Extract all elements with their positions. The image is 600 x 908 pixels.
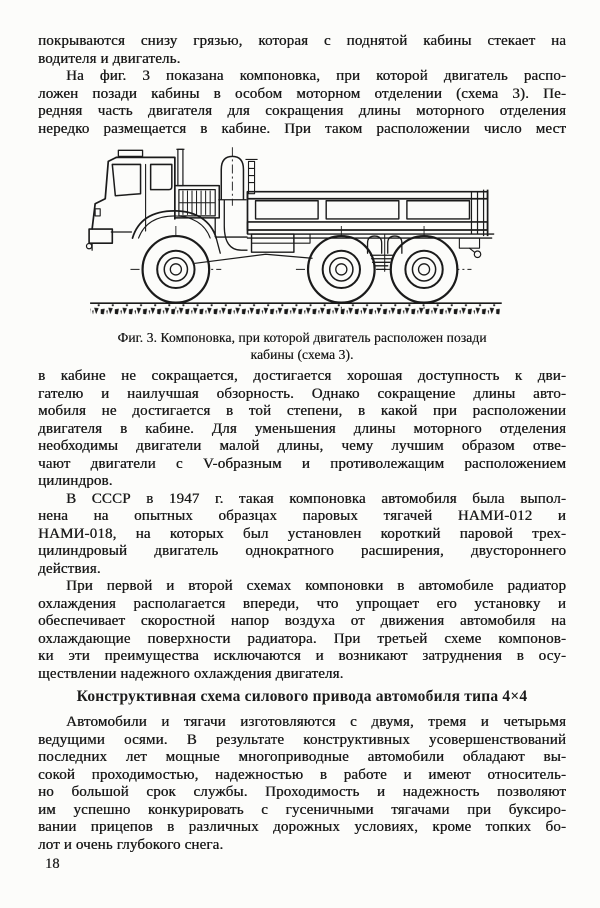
page-number: 18 bbox=[45, 856, 60, 872]
cargo-bed bbox=[247, 190, 487, 236]
text-line: ществлении надежного охлаждения двигателя. bbox=[38, 665, 344, 682]
text-line: Автомобили и тягачи изготовляются с двумя, тремя и четырьмя bbox=[66, 714, 566, 730]
truck-cab bbox=[86, 150, 220, 253]
text-line: НАМИ-018, на которых был установлен короткий паровой трех- bbox=[38, 525, 566, 542]
text-line: На фиг. 3 показана компоновка, при которой двигатель распо- bbox=[66, 68, 566, 84]
text-line: ки эти преимущества исключаются и возникают затруднения в осу- bbox=[38, 648, 566, 664]
text-line: сокой проходимостью, надежностью в работе и имеют относитель- bbox=[38, 766, 566, 783]
figure-truck-drawing bbox=[78, 140, 532, 316]
figure-caption-line2: кабины (схема 3). bbox=[250, 347, 354, 362]
paragraph-bottom bbox=[38, 714, 566, 854]
text-line: цилиндров. bbox=[38, 473, 113, 489]
front-wheel bbox=[143, 236, 210, 303]
text-line: охлаждающие поверхности радиатора. При третьей схеме компонов- bbox=[38, 630, 566, 647]
text-line: охлаждения располагается впереди, что упрощает его установку и bbox=[38, 595, 566, 612]
text-line: необходимы двигатели малой длины, чему лучшим образом отве- bbox=[38, 438, 566, 454]
rear-wheel-2 bbox=[391, 236, 458, 303]
paragraph-middle bbox=[38, 368, 566, 683]
text-line: двигателя в кабине. Для уменьшения длины моторного отделения bbox=[38, 420, 566, 437]
text-line: действия. bbox=[38, 560, 101, 577]
paragraph-top bbox=[38, 33, 566, 138]
text-line: нена на опытных образцах паровых тягачей НАМИ-012 и bbox=[38, 508, 566, 524]
text-line: ложен позади кабины в особом моторном отделении (схема 3). Пе- bbox=[38, 85, 566, 102]
text-line: последних лет мощные многоприводные автомобили обладают вы- bbox=[38, 749, 566, 765]
text-line: обеспечивает скоростной напор воздуха от движения автомобиля на bbox=[38, 613, 566, 629]
text-line: покрываются снизу грязью, которая с поднятой кабины стекает на bbox=[38, 33, 566, 49]
text-line: в кабине не сокращается, достигается хорошая доступность к дви- bbox=[38, 368, 566, 384]
text-line: ведущими осями. В результате конструктивных усовершенствований bbox=[38, 731, 566, 748]
text-line: цилиндровый двигатель однократного расширения, двустороннего bbox=[38, 543, 566, 559]
text-line: им успешно конкурировать с гусеничными тягачами при буксиро- bbox=[38, 801, 566, 818]
text-line: вании прицепов в различных дорожных условиях, кроме топких бо- bbox=[38, 819, 566, 835]
figure-caption bbox=[38, 329, 566, 363]
exhaust-pipe bbox=[178, 149, 183, 185]
text-line: гателю и наилучшая обзорность. Однако сокращение длины авто- bbox=[38, 385, 566, 402]
text-line: но большой срок службы. Проходимость и надежность позволяют bbox=[38, 784, 566, 800]
intake-pipe bbox=[245, 159, 257, 193]
text-line: нередко размещается в кабине. При таком расположении число мест bbox=[38, 120, 566, 137]
engine-compartment bbox=[175, 149, 258, 250]
tow-hook bbox=[474, 251, 480, 257]
tailgate bbox=[471, 190, 483, 236]
text-line: При первой и второй схемах компоновки в автомобиле радиатор bbox=[66, 578, 566, 594]
text-line: лот и очень глубокого снега. bbox=[38, 836, 224, 853]
section-heading: Конструктивная схема силового привода автомобиля типа 4×4 bbox=[76, 688, 528, 705]
text-line: чают двигатели с V-образным и противолежащим расположением bbox=[38, 455, 566, 472]
text-line: водителя и двигатель. bbox=[38, 50, 181, 67]
text-line: мобиля не достигается в той степени, в какой при расположении bbox=[38, 403, 566, 419]
text-line: редняя часть двигателя для сокращения длины моторного отделения bbox=[38, 103, 566, 119]
text-line: В СССР в 1947 г. такая компоновка автомобиля была выпол- bbox=[66, 490, 566, 507]
steering-link bbox=[195, 254, 312, 263]
rear-wheel-1 bbox=[308, 236, 375, 303]
figure-caption-line1: Фиг. 3. Компоновка, при которой двигатель расположен позади bbox=[117, 330, 487, 345]
truck-side-view bbox=[78, 140, 532, 316]
ground-hatching bbox=[90, 303, 502, 314]
